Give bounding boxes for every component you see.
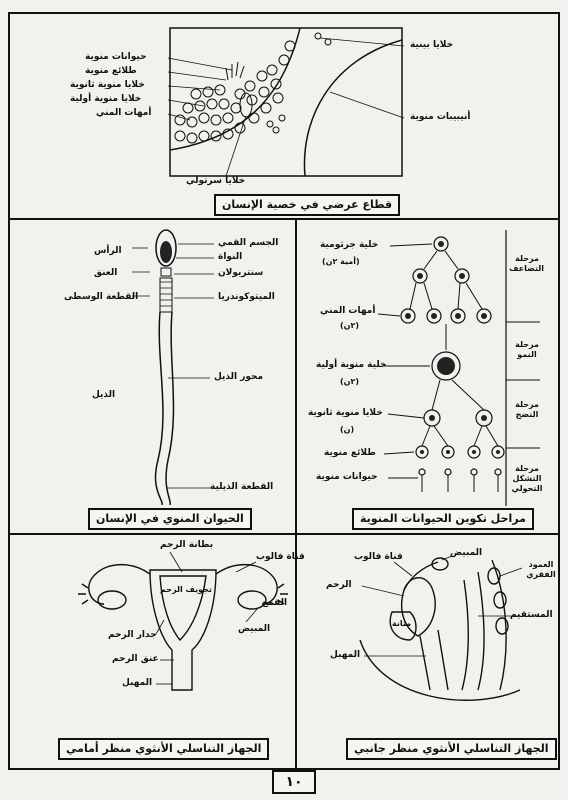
label-spermatozoa: حيوانات منوية — [85, 52, 147, 62]
label-side-fallopian-tube: قناة فالوب — [354, 552, 403, 562]
caption-stages: مراحل تكوين الحيوانات المنوية — [352, 508, 534, 530]
label-end-piece: القطعة الذيلية — [210, 482, 274, 492]
label-germ-cell-ploidy: (أمية ٢ن) — [322, 257, 360, 266]
label-stage-sperm: حيوانات منوية — [316, 472, 378, 482]
label-side-vagina: المهبل — [330, 650, 361, 660]
label-seminiferous-tubules: أنيبيبات منوية — [410, 112, 471, 122]
label-rectum: المستقيم — [510, 610, 553, 620]
label-centriole: سنتريولان — [218, 268, 264, 278]
stage-growth: مرحلة النمو — [515, 340, 539, 359]
label-axial-filament: محور الذيل — [214, 372, 264, 382]
label-head: الرأس — [94, 246, 122, 256]
label-stage-spermatogonia: أمهات المني — [320, 306, 376, 316]
label-mitochondria: الميتوكوندريا — [218, 292, 275, 302]
label-spermatogonia-ploidy: (٢ن) — [340, 321, 360, 330]
label-front-fallopian-tube: قناة فالوب — [256, 552, 305, 562]
label-front-ovary: المبيض — [238, 624, 271, 634]
label-secondary-spermatocytes: خلايا منوية ثانوية — [308, 408, 383, 418]
caption-sperm: الحيوان المنوي في الإنسان — [88, 508, 252, 530]
label-cervix: عنق الرحم — [112, 654, 159, 664]
label-funnel: القمع — [262, 598, 288, 608]
label-stage-spermatids: طلائع منوية — [324, 448, 376, 458]
label-secondary-spermatocytes: خلايا منوية ثانوية — [70, 80, 145, 90]
label-tail: الذيل — [92, 390, 116, 400]
stage-transformation: مرحلة التشكل التحولي — [511, 464, 543, 493]
label-side-ovary: المبيض — [450, 548, 483, 558]
label-uterine-cavity: تجويف الرحم — [160, 585, 212, 594]
page-number: ١٠ — [272, 770, 316, 794]
stage-maturation: مرحلة النضج — [515, 400, 539, 419]
label-primary-ploidy: (٢ن) — [340, 377, 360, 386]
label-endometrium: بطانة الرحم — [160, 540, 214, 550]
label-neck: العنق — [94, 268, 118, 278]
label-spermatogonia: أمهات المني — [96, 108, 152, 118]
label-germ-cell: خلية جرثومية — [320, 240, 379, 250]
caption-female-front: الجهاز التناسلي الأنثوي منظر أمامي — [58, 738, 269, 760]
label-middle-piece: القطعة الوسطى — [64, 292, 139, 302]
label-primary-spermatocyte: خلية منوية أولية — [316, 360, 387, 370]
label-uterus-wall: جدار الرحم — [108, 630, 157, 640]
label-acrosome: الجسم القمي — [218, 238, 279, 248]
label-secondary-ploidy: (ن) — [340, 425, 355, 434]
label-bladder: مثانة — [392, 619, 412, 628]
caption-female-side: الجهاز التناسلي الأنثوي منظر جانبي — [346, 738, 557, 760]
label-front-vagina: المهبل — [122, 678, 153, 688]
label-nucleus: النواة — [218, 252, 243, 262]
label-spermatids: طلائع منوية — [85, 66, 137, 76]
caption-testis: قطاع عرضي في خصية الإنسان — [214, 194, 400, 216]
label-side-uterus: الرحم — [326, 580, 352, 590]
label-spine: العمود الفقري — [526, 560, 556, 579]
label-interstitial-cells: خلايا بينية — [410, 40, 454, 50]
stage-multiplication: مرحلة التضاعف — [509, 254, 544, 273]
label-primary-spermatocytes: خلايا منوية أولية — [70, 94, 142, 104]
label-sertoli-cells: خلايا سرتولي — [186, 176, 246, 186]
